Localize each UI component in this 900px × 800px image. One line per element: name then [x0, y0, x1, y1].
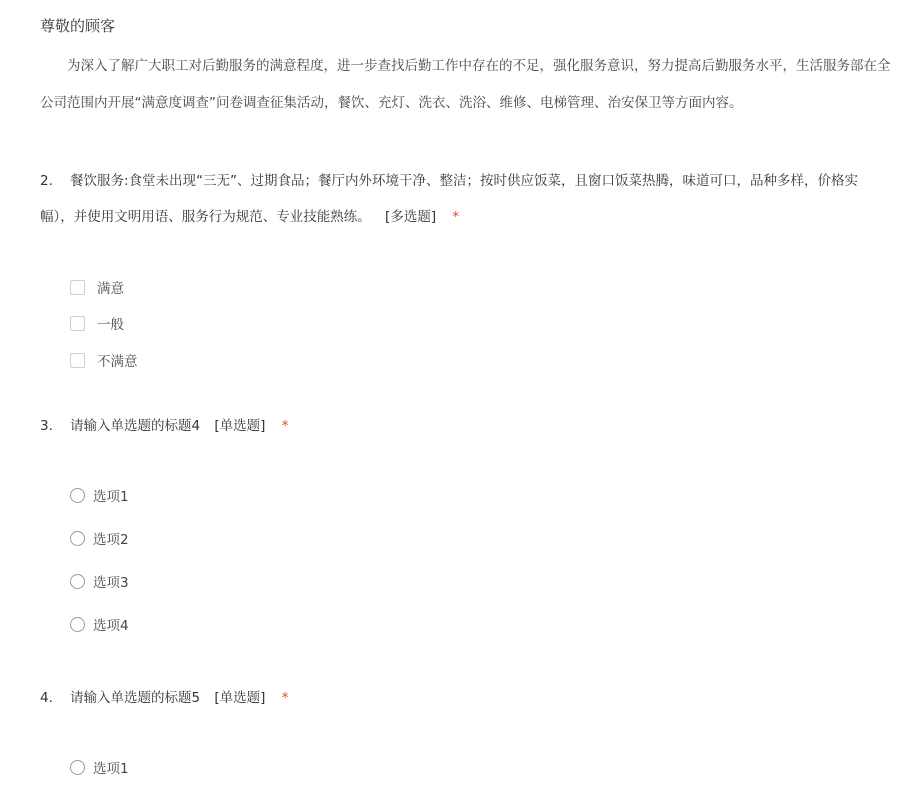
checkbox-icon[interactable]	[70, 353, 85, 368]
question-type-badge: [单选题]	[214, 690, 266, 706]
option-label: 选项4	[93, 618, 129, 634]
question-type-badge: [多选题]	[385, 209, 437, 225]
option-radio[interactable]	[70, 614, 129, 634]
option-radio[interactable]	[70, 757, 129, 777]
option-label: 选项1	[93, 489, 129, 505]
option-label: 不满意	[97, 354, 138, 370]
required-mark: *	[281, 418, 289, 434]
radio-icon[interactable]	[70, 760, 85, 775]
radio-icon[interactable]	[70, 574, 85, 589]
option-label: 一般	[97, 317, 124, 333]
question-4-title	[40, 680, 900, 716]
question-number: 3.	[40, 418, 53, 434]
option-label: 选项2	[93, 532, 129, 548]
question-text: 请输入单选题的标题4	[70, 418, 201, 434]
question-text-line2: 幅），并使用文明用语、服务行为规范、专业技能熟练。	[40, 209, 371, 225]
option-label: 满意	[97, 281, 124, 297]
radio-icon[interactable]	[70, 488, 85, 503]
question-type-badge: [单选题]	[214, 418, 266, 434]
question-text-line1: 餐饮服务:食堂未出现“三无”、过期食品；餐厅内外环境干净、整洁；按时供应饭菜，且窗口饭菜热腾，味道可口，品种多样，价格实	[70, 173, 859, 189]
question-number: 4.	[40, 690, 53, 706]
question-text: 请输入单选题的标题5	[70, 690, 201, 706]
checkbox-icon[interactable]	[70, 316, 85, 331]
option-checkbox[interactable]	[70, 277, 124, 297]
option-checkbox[interactable]	[70, 313, 124, 333]
checkbox-icon[interactable]	[70, 280, 85, 295]
question-number: 2.	[40, 173, 53, 189]
radio-icon[interactable]	[70, 531, 85, 546]
required-mark: *	[281, 690, 289, 706]
question-2-title	[40, 163, 900, 235]
option-radio[interactable]	[70, 528, 129, 548]
option-checkbox[interactable]	[70, 350, 138, 370]
option-radio[interactable]	[70, 571, 129, 591]
greeting-text: 尊敬的顾客	[40, 17, 116, 35]
intro-paragraph: 为深入了解广大职工对后勤服务的满意程度，进一步查找后勤工作中存在的不足，强化服务意识，努力提高后勤服务水平，生活服务部在全公司范围内开展“满意度调查”问卷调查征集活动，餐饮、充灯、洗衣、洗浴、维修、电梯管理、治安保卫等方面内容。	[40, 58, 891, 111]
question-3-title	[40, 408, 900, 444]
option-label: 选项1	[93, 761, 129, 777]
radio-icon[interactable]	[70, 617, 85, 632]
option-radio[interactable]	[70, 485, 129, 505]
option-label: 选项3	[93, 575, 129, 591]
required-mark: *	[452, 209, 460, 225]
